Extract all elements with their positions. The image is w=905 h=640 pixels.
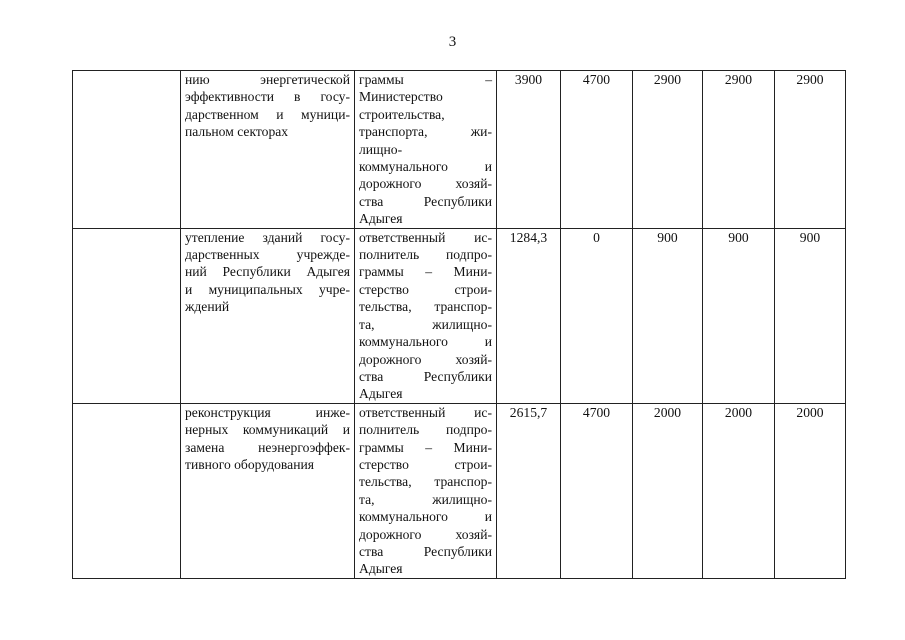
executor-line: Адыгея — [359, 386, 403, 402]
activity-line: и муниципальных учре- — [185, 281, 350, 297]
page-number: 3 — [448, 34, 457, 50]
value-cell: 2000 — [703, 403, 775, 578]
executor-line: лищно- — [359, 141, 403, 157]
executor-line: дорожного хозяй- — [359, 176, 492, 192]
activity-line: утепление зданий госу- — [185, 229, 350, 245]
value-cell: 900 — [703, 228, 775, 403]
activity-line: тивного оборудования — [185, 456, 314, 472]
executor-line: граммы – Мини- — [359, 439, 492, 455]
executor-line: ства Республики — [359, 193, 492, 209]
activity-cell — [181, 403, 355, 578]
executor-line: ства Республики — [359, 368, 492, 384]
empty-cell — [73, 228, 181, 403]
activity-line: реконструкция инже- — [185, 404, 350, 420]
value-cell: 2615,7 — [497, 403, 561, 578]
executor-line: коммунального и — [359, 509, 492, 525]
executor-line: Адыгея — [359, 211, 403, 227]
executor-line: полнитель подпро- — [359, 422, 492, 438]
activity-line: эффективности в госу- — [185, 89, 350, 105]
activity-line: нию энергетической — [185, 72, 350, 87]
executor-cell — [355, 71, 497, 229]
empty-cell — [73, 403, 181, 578]
executor-line: дорожного хозяй- — [359, 526, 492, 542]
activity-cell — [181, 71, 355, 229]
executor-line: граммы – Мини- — [359, 264, 492, 280]
executor-line: та, жилищно- — [359, 491, 492, 507]
executor-cell — [355, 228, 497, 403]
executor-line: коммунального и — [359, 159, 492, 175]
activity-line: дарственных учрежде- — [185, 247, 350, 263]
executor-line: ответственный ис- — [359, 404, 492, 420]
value-cell: 3900 — [497, 71, 561, 229]
activity-line: ний Республики Адыгея — [185, 264, 350, 280]
activity-line: замена неэнергоэффек- — [185, 439, 350, 455]
value-cell: 4700 — [561, 71, 633, 229]
value-cell: 0 — [561, 228, 633, 403]
empty-cell — [73, 71, 181, 229]
activity-line: дарственном и муници- — [185, 106, 350, 122]
activity-cell — [181, 228, 355, 403]
executor-line: та, жилищно- — [359, 316, 492, 332]
executor-line: полнитель подпро- — [359, 247, 492, 263]
executor-line: Адыгея — [359, 561, 403, 577]
value-cell: 4700 — [561, 403, 633, 578]
activity-line: нерных коммуникаций и — [185, 422, 350, 438]
value-cell: 2900 — [633, 71, 703, 229]
executor-line: Министерство — [359, 89, 443, 105]
executor-line: граммы – — [359, 72, 492, 87]
executor-cell — [355, 403, 497, 578]
value-cell: 1284,3 — [497, 228, 561, 403]
subprogram-table — [72, 70, 846, 579]
value-cell: 900 — [775, 228, 846, 403]
executor-line: ответственный ис- — [359, 229, 492, 245]
table-row — [73, 71, 846, 229]
executor-line: ства Республики — [359, 543, 492, 559]
value-cell: 2900 — [775, 71, 846, 229]
executor-line: стерство строи- — [359, 281, 492, 297]
executor-line: тельства, транспор- — [359, 474, 492, 490]
value-cell: 900 — [633, 228, 703, 403]
executor-line: транспорта, жи- — [359, 124, 492, 140]
executor-line: дорожного хозяй- — [359, 351, 492, 367]
executor-line: строительства, — [359, 106, 445, 122]
activity-line: ждений — [185, 299, 230, 315]
table-row — [73, 228, 846, 403]
activity-line: пальном секторах — [185, 124, 289, 140]
value-cell: 2000 — [775, 403, 846, 578]
executor-line: стерство строи- — [359, 456, 492, 472]
executor-line: тельства, транспор- — [359, 299, 492, 315]
executor-line: коммунального и — [359, 334, 492, 350]
table-row — [73, 403, 846, 578]
value-cell: 2000 — [633, 403, 703, 578]
value-cell: 2900 — [703, 71, 775, 229]
